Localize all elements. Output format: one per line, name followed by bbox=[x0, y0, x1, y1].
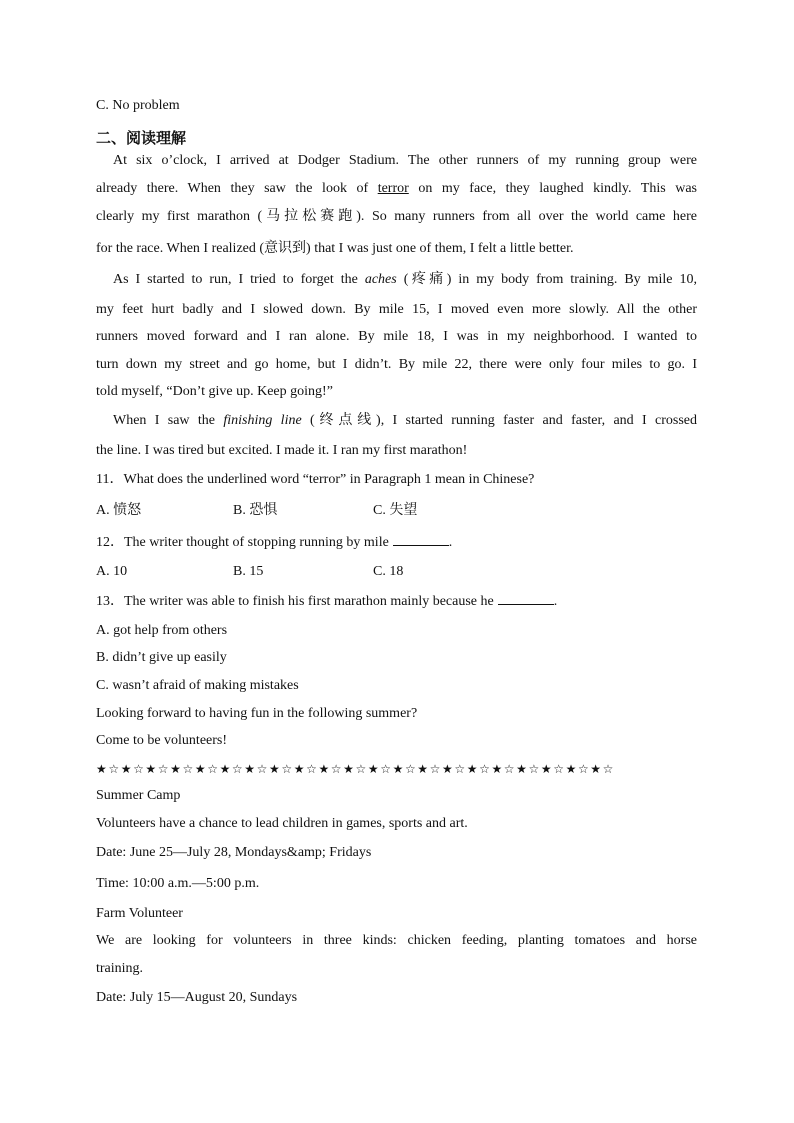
passage1-line: told myself, “Don’t give up. Keep going!” bbox=[96, 384, 333, 399]
passage1-line: the line. I was tired but excited. I made it. I ran my first marathon! bbox=[96, 443, 468, 458]
passage1-line: As I started to run, I tried to forget the aches (疼痛) in my body from training. By mile 10, bbox=[113, 272, 697, 287]
farm-volunteer-date: Date: July 15—August 20, Sundays bbox=[96, 990, 298, 1005]
previous-option-c: C. No problem bbox=[96, 98, 180, 113]
question-13-option-a: A. got help from others bbox=[96, 623, 228, 638]
passage1-line: my feet hurt badly and I slowed down. By mile 15, I moved even more slowly. All the other bbox=[96, 302, 697, 317]
star-divider: ★☆★☆★☆★☆★☆★☆★☆★☆★☆★☆★☆★☆★☆★☆★☆★☆★☆★☆★☆★☆★☆ bbox=[96, 762, 616, 776]
question-11-option-b: B. 恐惧 bbox=[233, 503, 278, 518]
summer-camp-title: Summer Camp bbox=[96, 788, 181, 803]
farm-volunteer-title: Farm Volunteer bbox=[96, 906, 183, 921]
summer-camp-description: Volunteers have a chance to lead children in games, sports and art. bbox=[96, 816, 468, 831]
question-13-option-b: B. didn’t give up easily bbox=[96, 650, 227, 665]
summer-camp-date: Date: June 25—July 28, Mondays&amp; Fridays bbox=[96, 845, 372, 860]
section-heading-reading: 二、阅读理解 bbox=[96, 129, 187, 147]
question-13-stem: 13．The writer was able to finish his first marathon mainly because he . bbox=[96, 594, 558, 609]
answer-blank bbox=[498, 592, 554, 605]
passage1-line: turn down my street and go home, but I didn’t. By mile 22, there were only four miles to go. I bbox=[96, 357, 697, 372]
question-12-option-a: A. 10 bbox=[96, 564, 128, 579]
italic-word-aches: aches bbox=[364, 272, 397, 287]
farm-volunteer-description: We are looking for volunteers in three kinds: chicken feeding, planting tomatoes and horse bbox=[96, 933, 697, 948]
question-13-option-c: C. wasn’t afraid of making mistakes bbox=[96, 678, 299, 693]
passage1-line: runners moved forward and I ran alone. By mile 18, I was in my neighborhood. I wanted to bbox=[96, 329, 697, 344]
passage1-line: clearly my first marathon (马拉松赛跑). So many runners from all over the world came here bbox=[96, 209, 697, 224]
question-12-option-b: B. 15 bbox=[233, 564, 264, 579]
question-11-stem: 11．What does the underlined word “terror” in Paragraph 1 mean in Chinese? bbox=[96, 472, 535, 487]
summer-camp-time: Time: 10:00 a.m.—5:00 p.m. bbox=[96, 876, 260, 891]
question-12-stem: 12．The writer thought of stopping running by mile . bbox=[96, 535, 453, 550]
passage1-line: When I saw the finishing line (终点线), I started running faster and faster, and I crossed bbox=[113, 413, 697, 428]
answer-blank bbox=[393, 533, 449, 546]
question-11-option-c: C. 失望 bbox=[373, 503, 418, 518]
passage1-line: At six o’clock, I arrived at Dodger Stadium. The other runners of my running group were bbox=[113, 153, 697, 168]
italic-phrase-finishing-line: finishing line bbox=[223, 413, 302, 428]
passage2-call: Come to be volunteers! bbox=[96, 733, 228, 748]
passage1-line: already there. When they saw the look of terror on my face, they laughed kindly. This was bbox=[96, 181, 697, 196]
question-11-option-a: A. 愤怒 bbox=[96, 503, 142, 518]
passage1-line: for the race. When I realized (意识到) that I was just one of them, I felt a little better. bbox=[96, 241, 574, 256]
question-12-option-c: C. 18 bbox=[373, 564, 404, 579]
underlined-word-terror: terror bbox=[377, 181, 409, 196]
passage2-intro: Looking forward to having fun in the following summer? bbox=[96, 706, 418, 721]
farm-volunteer-description-end: training. bbox=[96, 961, 144, 976]
